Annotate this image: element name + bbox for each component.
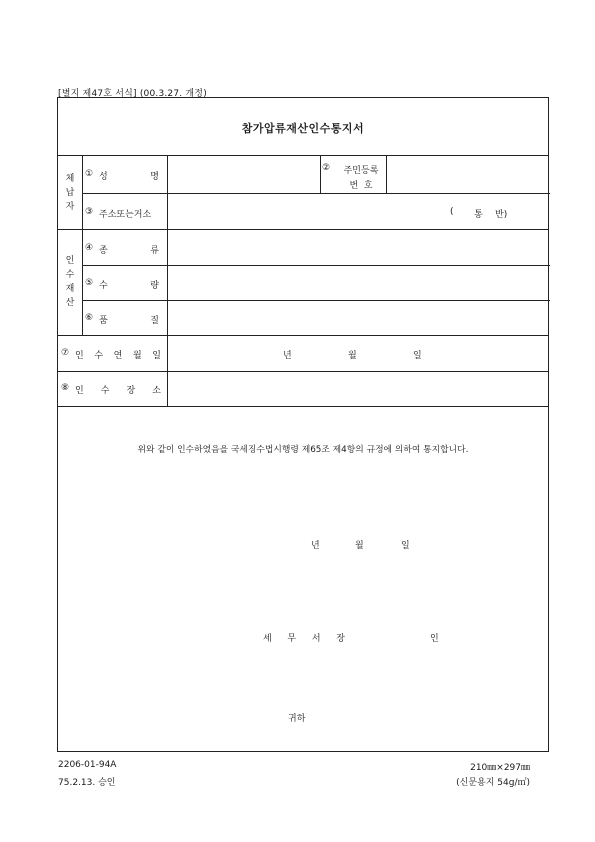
- form-title: 참가압류재산인수통지서: [241, 122, 365, 135]
- tong-paren: (: [450, 207, 454, 217]
- column-divider: [82, 155, 83, 335]
- row-divider: [58, 155, 548, 156]
- row-divider: [82, 193, 550, 194]
- row-divider: [58, 371, 548, 372]
- quality-field[interactable]: [173, 305, 543, 331]
- row-divider: [82, 300, 550, 301]
- taxpayer-section-label: 체납자: [65, 174, 75, 212]
- date-label: 인 수 연 월 일: [75, 351, 161, 361]
- place-label: 인 수 장 소: [75, 386, 161, 396]
- notice-year: 년: [311, 541, 320, 551]
- id-number-field[interactable]: [393, 163, 543, 187]
- ban-label: 반): [495, 210, 508, 220]
- kind-field[interactable]: [173, 235, 543, 261]
- form-code: 2206-01-94A: [58, 760, 117, 770]
- notice-form: [57, 97, 549, 752]
- column-divider: [386, 155, 387, 193]
- name-label: 성 명: [99, 172, 159, 182]
- kind-label: 종 류: [99, 246, 159, 256]
- row-divider: [58, 229, 548, 230]
- date-day: 일: [413, 351, 422, 361]
- notice-month: 월: [355, 541, 364, 551]
- notice-day: 일: [401, 541, 410, 551]
- quality-number: ⑥: [85, 313, 94, 323]
- place-field[interactable]: [173, 376, 543, 402]
- paper-size: 210㎜×297㎜: [470, 763, 530, 773]
- row-divider: [58, 406, 548, 407]
- address-label: 주소또는거소: [99, 210, 152, 220]
- row-divider: [82, 265, 550, 266]
- quantity-field[interactable]: [173, 270, 543, 296]
- column-divider: [167, 155, 168, 406]
- id-label-line1: 주민등록: [343, 166, 379, 176]
- address-number: ③: [85, 207, 94, 217]
- quantity-label: 수 량: [99, 281, 159, 291]
- recipient-honorific: 귀하: [288, 714, 306, 724]
- date-year: 년: [283, 351, 292, 361]
- tax-office-chief: 세 무 서 장: [263, 634, 345, 644]
- place-number: ⑧: [61, 383, 70, 393]
- address-field[interactable]: [173, 199, 443, 225]
- quantity-number: ⑤: [85, 278, 94, 288]
- date-month: 월: [348, 351, 357, 361]
- kind-number: ④: [85, 243, 94, 253]
- row-divider: [58, 335, 548, 336]
- quality-label: 품 질: [99, 316, 159, 326]
- name-field[interactable]: [173, 160, 315, 188]
- id-number: ②: [322, 163, 331, 173]
- date-number: ⑦: [61, 348, 70, 358]
- seal-mark: 인: [430, 634, 439, 644]
- approval-date: 75.2.13. 승인: [58, 778, 116, 788]
- form-reference: [별지 제47호 서식] (00.3.27. 개정): [58, 89, 207, 99]
- column-divider: [320, 155, 321, 193]
- notice-statement: 위와 같이 인수하였음을 국세징수법시행령 제65조 제4항의 규정에 의하여 통지합니다.: [137, 445, 469, 455]
- id-label-line2: 번 호: [349, 181, 373, 191]
- property-section-label: 인수재산: [65, 256, 75, 308]
- paper-type: (신문용지 54g/㎡): [456, 778, 530, 788]
- name-number: ①: [85, 169, 94, 179]
- tong-label: 통: [474, 210, 483, 220]
